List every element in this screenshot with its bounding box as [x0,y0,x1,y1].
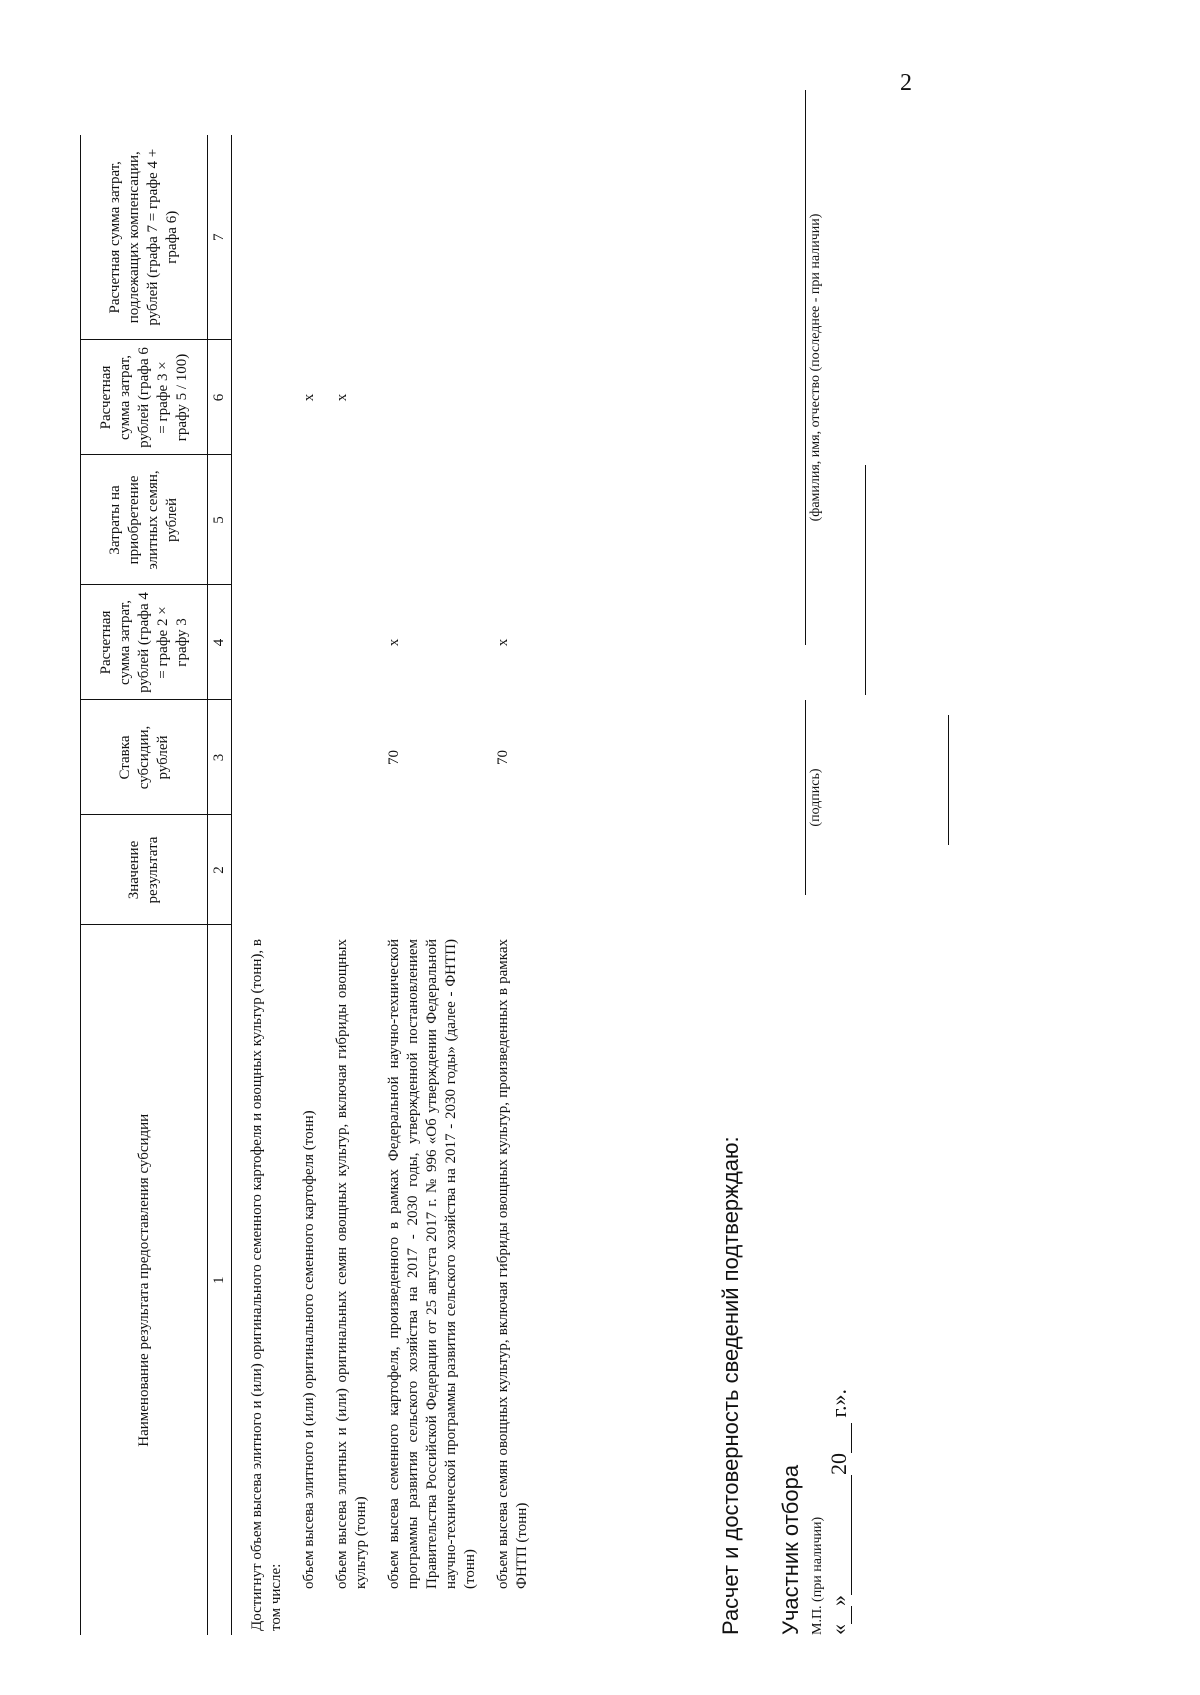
seal-label: М.П. (при наличии) [810,1516,825,1635]
row-name: объем высева семенного картофеля, произведенного в рамках Федеральной научно-технической программы развития сельского хозяйства на 2017 - 2030 годы, утвержденной постановлением Правительства Российской Федерации от 25 августа 2017 г. № 996 «Об утверждении Федеральной научно-технической программы развития сельского хозяйства на 2017 - 2030 годы» (далее - ФНТП) (тонн) [386,939,478,1589]
cell-calc-6: х [301,393,317,402]
cell-calc-6 [371,340,480,455]
signature-line [805,700,806,895]
cell-calc-4 [232,585,287,700]
cell-costs-5 [286,455,319,585]
cell-comp-7 [371,135,480,340]
row-name: объем высева элитного и (или) оригинального семенного картофеля (тонн) [301,1110,317,1589]
cell-calc-6 [232,340,287,455]
cell-comp-7 [286,135,319,340]
cell-costs-5 [232,455,287,585]
header-result-name: Наименование результата предоставления субсидии [81,925,208,1635]
cell-calc-4 [286,585,319,700]
date-close-quote: » [826,1595,851,1606]
full-name-line [805,90,806,645]
cell-comp-7 [232,135,287,340]
cell-value [371,815,480,925]
cell-rate: 70 [495,750,511,765]
cell-value [319,815,371,925]
row-name: объем высева семян овощных культур, включая гибриды овощных культур, произведенных в рамках ФНТП (тонн) [495,939,530,1589]
table-header-row [81,135,208,1635]
header-calc-sum-4: Расчетная сумма затрат, рублей (графа 4 = графе 2 × графу 3 [81,585,208,700]
cell-costs-5 [319,455,371,585]
cell-rate: 70 [386,750,402,765]
header-result-value: Значение результата [81,815,208,925]
table-row [319,135,371,1635]
column-number: 5 [208,455,232,585]
cell-comp-7 [480,135,532,340]
header-calc-sum-6: Расчетная сумма затрат, рублей (графа 6 = графе 3 × графу 5 / 100) [81,340,208,455]
header-subsidy-rate: Ставка субсидии, рублей [81,700,208,815]
column-number: 1 [208,925,232,1635]
cell-value [480,815,532,925]
column-number: 2 [208,815,232,925]
month-blank [829,1475,852,1595]
cell-costs-5 [371,455,480,585]
cell-rate [286,700,319,815]
row-name: Достигнут объем высева элитного и (или) оригинального семенного картофеля и овощных культур (тонн), в том числе: [249,939,284,1631]
cell-rate [319,700,371,815]
cell-calc-6: х [334,393,350,402]
day-blank [829,1606,852,1624]
date-open-quote: « [826,1624,851,1635]
cell-costs-5 [480,455,532,585]
table-row [371,135,480,1635]
confirmation-heading: Расчет и достоверность сведений подтверждаю: [718,1136,743,1635]
cell-calc-4: х [495,638,511,647]
full-name-label: (фамилия, имя, отчество (последнее - при наличии) [808,213,823,522]
table-row [286,135,319,1635]
header-compensation-sum: Расчетная сумма затрат, подлежащих компенсации, рублей (графа 7 = графе 4 + графа 6) [81,135,208,340]
cell-comp-7 [319,135,371,340]
column-number: 3 [208,700,232,815]
subsidy-calculation-table [80,135,532,1635]
cell-rate [232,700,287,815]
column-number: 4 [208,585,232,700]
table-row [232,135,287,1635]
page-number: 2 [900,70,912,96]
date-suffix: г.». [826,1388,851,1418]
header-elite-seed-costs: Затраты на приобретение элитных семян, рублей [81,455,208,585]
row-name: объем высева элитных и (или) оригинальных семян овощных культур, включая гибриды овощных культур (тонн) [334,939,369,1589]
year-blank [829,1423,852,1453]
date-line [826,1389,852,1635]
blank-line [865,465,866,695]
blank-line [948,715,949,845]
column-number: 6 [208,340,232,455]
cell-value [232,815,287,925]
table-row [480,135,532,1635]
signature-label: (подпись) [808,768,823,827]
participant-label: Участник отбора [778,1464,803,1635]
cell-calc-6 [480,340,532,455]
column-number: 7 [208,135,232,340]
cell-calc-4 [319,585,371,700]
year-prefix: 20 [826,1453,851,1475]
column-number-row [208,135,232,1635]
cell-value [286,815,319,925]
cell-calc-4: х [386,638,402,647]
